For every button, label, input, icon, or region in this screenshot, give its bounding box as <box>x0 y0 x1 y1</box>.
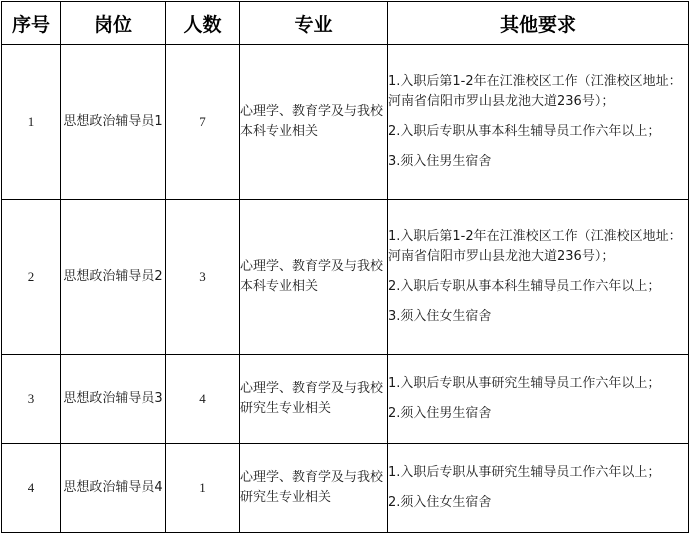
major-cell: 心理学、教育学及与我校本科专业相关 <box>240 45 388 200</box>
requirement-item: 2.入职后专职从事本科生辅导员工作六年以上； <box>388 279 661 294</box>
position-cell: 思想政治辅导员2 <box>61 200 166 355</box>
position-cell: 思想政治辅导员3 <box>61 355 166 444</box>
requirement-item: 2.须入住女生宿舍 <box>388 495 492 510</box>
requirement-item: 1.入职后专职从事研究生辅导员工作六年以上； <box>388 465 661 480</box>
header-row <box>2 2 689 45</box>
header-position: 岗位 <box>61 2 166 45</box>
header-major: 专业 <box>240 2 388 45</box>
requirement-item: 2.须入住男生宿舍 <box>388 406 492 421</box>
table-row <box>2 355 689 444</box>
requirement-item: 3.须入住男生宿舍 <box>388 154 492 169</box>
headcount-cell: 7 <box>166 45 240 200</box>
header-other-requirements: 其他要求 <box>388 2 689 45</box>
table-row <box>2 45 689 200</box>
requirements-cell <box>388 200 689 355</box>
requirement-item: 1.入职后第1-2年在江淮校区工作（江淮校区地址：河南省信阳市罗山县龙池大道236号）； <box>388 229 682 264</box>
headcount-cell: 1 <box>166 444 240 533</box>
recruitment-table <box>1 1 689 533</box>
requirement-item: 1.入职后专职从事研究生辅导员工作六年以上； <box>388 376 661 391</box>
headcount-cell: 4 <box>166 355 240 444</box>
requirements-cell <box>388 355 689 444</box>
header-headcount: 人数 <box>166 2 240 45</box>
serial-number-cell: 3 <box>2 355 61 444</box>
requirements-cell <box>388 444 689 533</box>
requirements-cell <box>388 45 689 200</box>
major-cell: 心理学、教育学及与我校本科专业相关 <box>240 200 388 355</box>
major-cell: 心理学、教育学及与我校研究生专业相关 <box>240 355 388 444</box>
headcount-cell: 3 <box>166 200 240 355</box>
requirement-item: 2.入职后专职从事本科生辅导员工作六年以上； <box>388 124 661 139</box>
requirement-item: 3.须入住女生宿舍 <box>388 309 492 324</box>
serial-number-cell: 2 <box>2 200 61 355</box>
position-cell: 思想政治辅导员1 <box>61 45 166 200</box>
serial-number-cell: 4 <box>2 444 61 533</box>
serial-number-cell: 1 <box>2 45 61 200</box>
table-row <box>2 200 689 355</box>
requirement-item: 1.入职后第1-2年在江淮校区工作（江淮校区地址：河南省信阳市罗山县龙池大道236号）； <box>388 74 682 109</box>
major-cell: 心理学、教育学及与我校研究生专业相关 <box>240 444 388 533</box>
position-cell: 思想政治辅导员4 <box>61 444 166 533</box>
header-serial-number: 序号 <box>2 2 61 45</box>
table-row <box>2 444 689 533</box>
